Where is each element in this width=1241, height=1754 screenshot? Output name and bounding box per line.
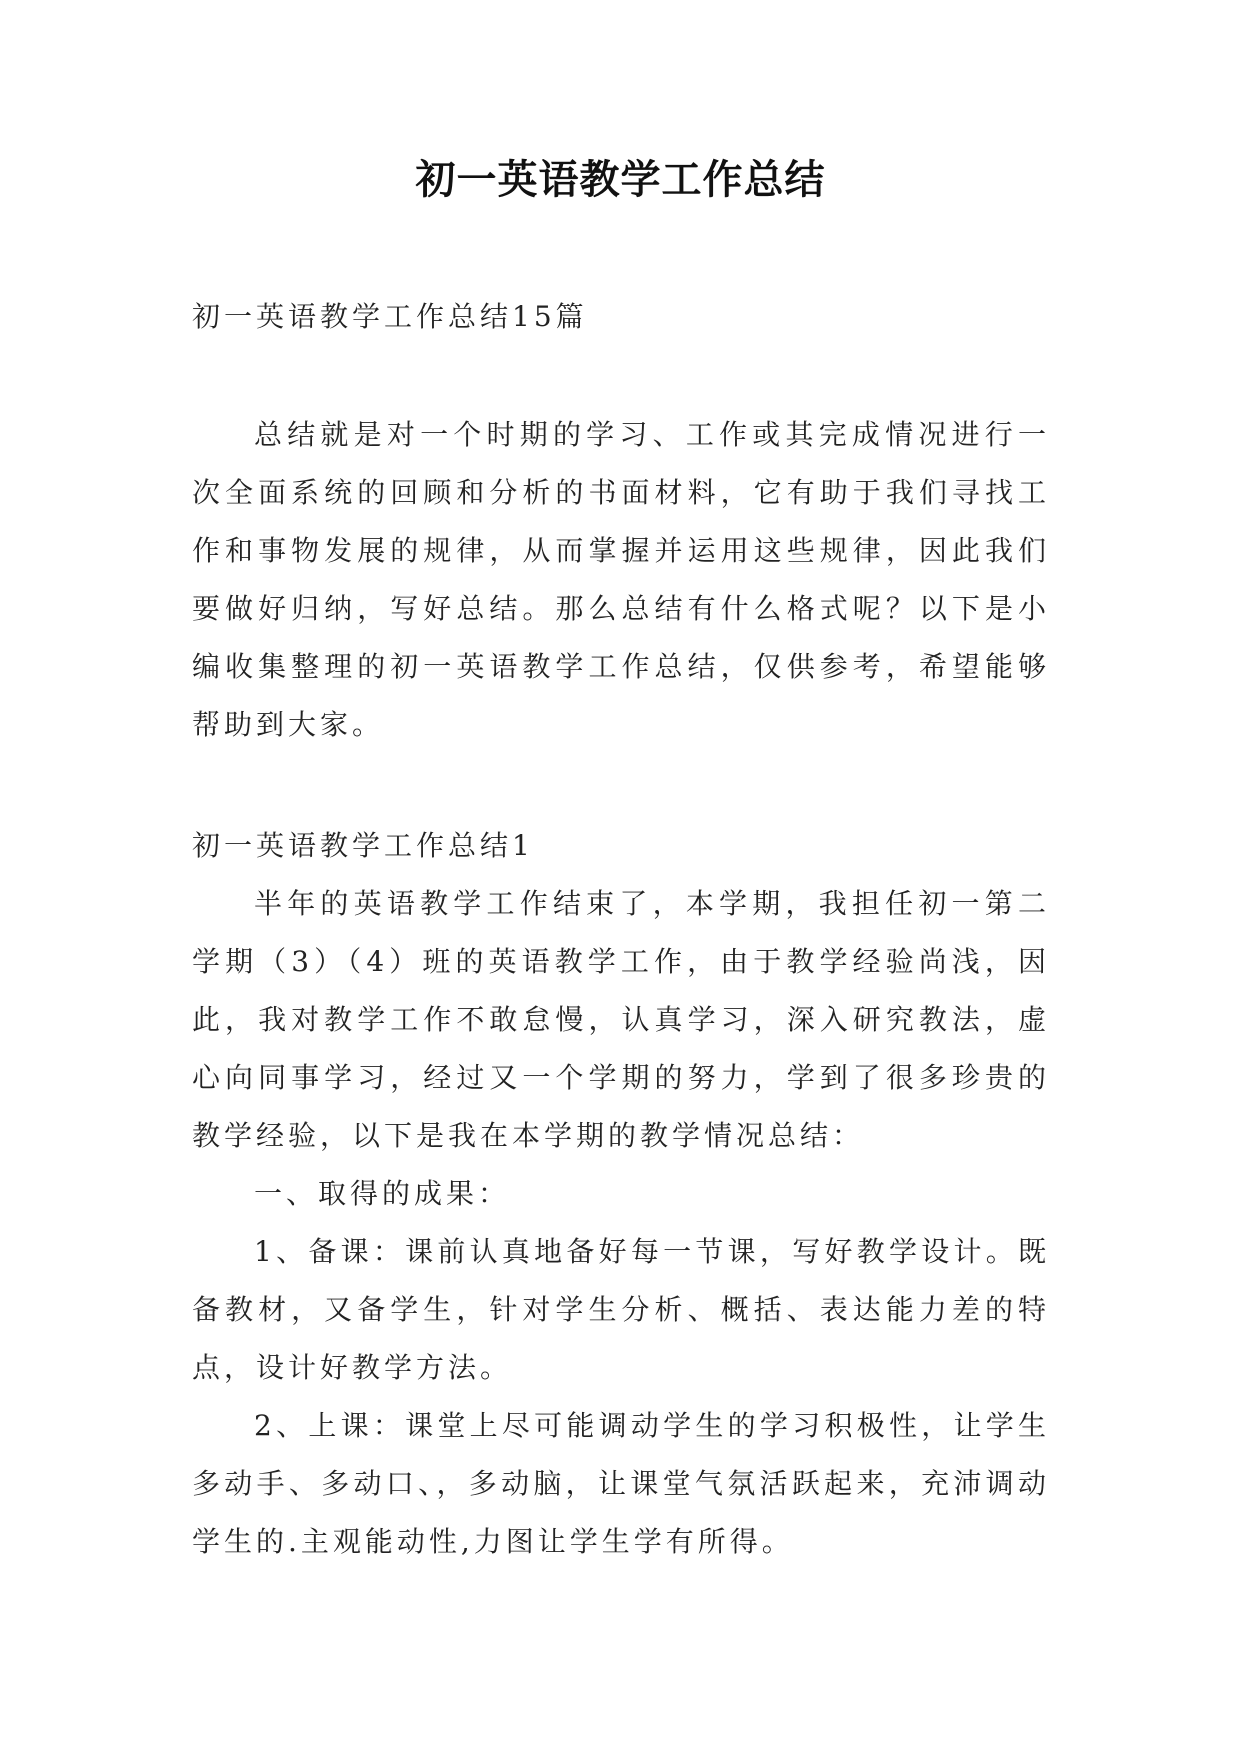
intro-paragraph: 总结就是对一个时期的学习、工作或其完成情况进行一次全面系统的回顾和分析的书面材料，它有助于我们寻找工作和事物发展的规律，从而掌握并运用这些规律，因此我们要做好归纳，写好总结。那么总结有什么格式呢？以下是小编收集整理的初一英语教学工作总结，仅供参考，希望能够帮助到大家。 <box>192 418 1050 741</box>
section-body <box>192 875 1050 1571</box>
section-heading: 初一英语教学工作总结1 <box>192 829 534 862</box>
section-list-item: 1、备课：课前认真地备好每一节课，写好教学设计。既备教材，又备学生，针对学生分析、概括、表达能力差的特点，设计好教学方法。 <box>192 1235 1050 1384</box>
section-list-item: 2、上课：课堂上尽可能调动学生的学习积极性，让学生多动手、多动口、，多动脑，让课堂气氛活跃起来，充沛调动学生的.主观能动性,力图让学生学有所得。 <box>192 1409 1050 1558</box>
section-subheading: 一、取得的成果： <box>254 1177 511 1210</box>
document-title: 初一英语教学工作总结 <box>415 156 826 203</box>
section-paragraph: 半年的英语教学工作结束了，本学期，我担任初一第二学期（3）（4）班的英语教学工作，由于教学经验尚浅，因此，我对教学工作不敢怠慢，认真学习，深入研究教法，虚心向同事学习，经过又一个学期的努力，学到了很多珍贵的教学经验，以下是我在本学期的教学情况总结： <box>192 887 1050 1152</box>
document-subtitle: 初一英语教学工作总结15篇 <box>192 300 588 333</box>
